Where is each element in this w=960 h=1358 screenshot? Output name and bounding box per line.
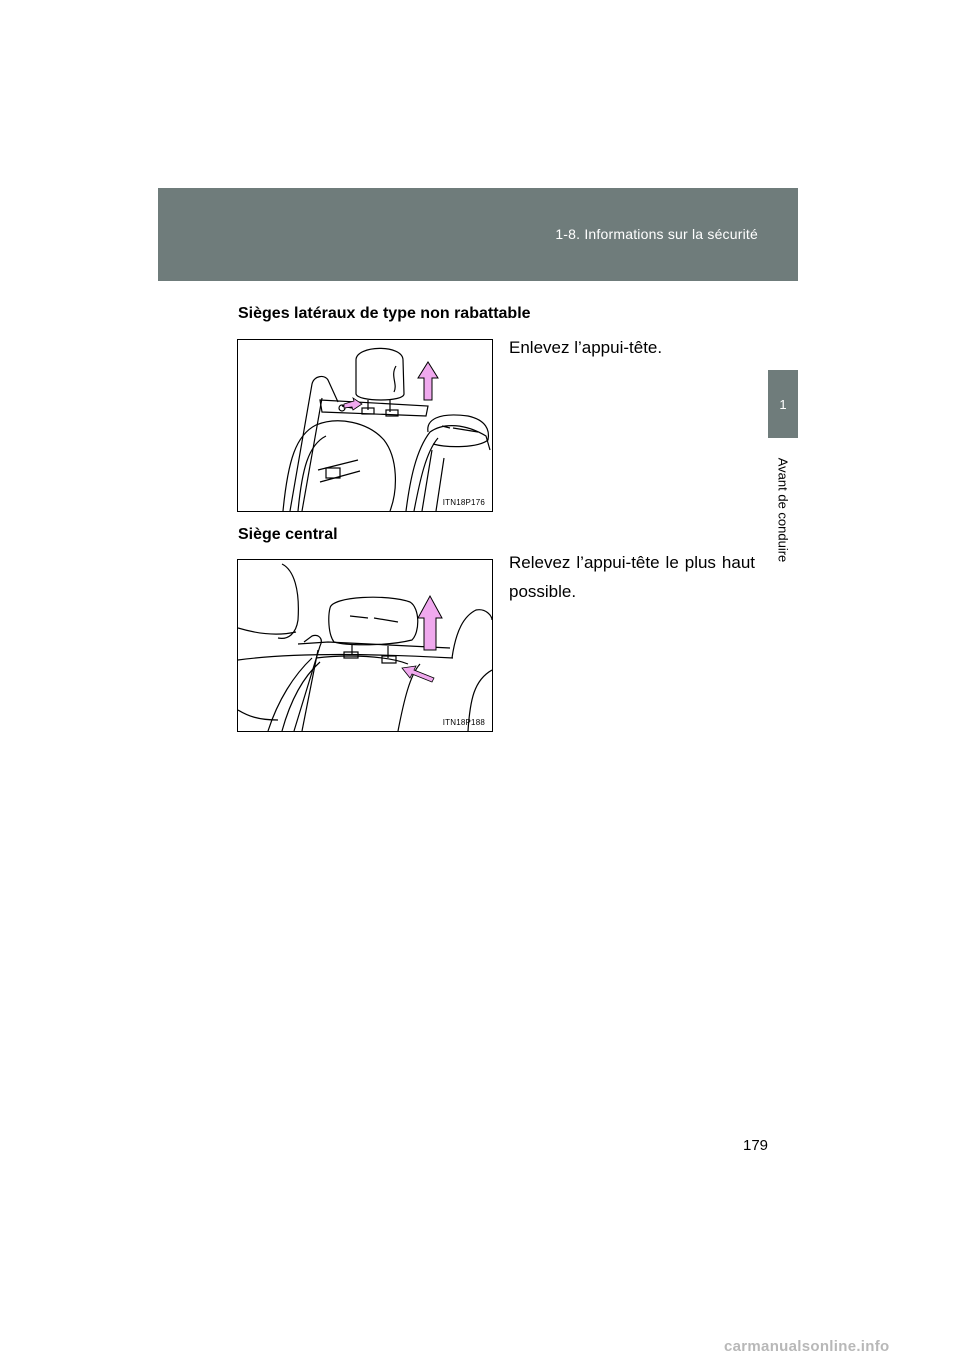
chapter-tab bbox=[768, 370, 798, 438]
up-arrow-icon bbox=[418, 596, 442, 650]
chapter-label: Avant de conduire bbox=[775, 457, 791, 563]
section-heading-side-seats: Sièges latéraux de type non rabattable bbox=[238, 305, 531, 322]
side-seat-illustration bbox=[238, 340, 492, 511]
chapter-number: 1 bbox=[779, 396, 787, 412]
push-arrow-icon bbox=[402, 666, 434, 682]
instruction-center-seat: Relevez l’appui-tête le plus haut possible. bbox=[509, 553, 755, 601]
center-seat-illustration bbox=[238, 560, 492, 731]
up-arrow-icon bbox=[418, 362, 438, 400]
section-title: 1-8. Informations sur la sécurité bbox=[555, 226, 758, 242]
figure-code: ITN18P188 bbox=[442, 718, 485, 727]
header-bar bbox=[158, 188, 798, 281]
section-heading-center-seat: Siège central bbox=[238, 526, 338, 543]
figure-center-seat-headrest bbox=[237, 559, 493, 732]
page-number: 179 bbox=[743, 1137, 769, 1154]
instruction-side-seats: Enlevez l’appui-tête. bbox=[509, 338, 663, 357]
figure-side-seat-headrest bbox=[237, 339, 493, 512]
push-arrow-icon bbox=[344, 398, 362, 410]
watermark: carmanualsonline.info bbox=[724, 1338, 890, 1355]
figure-code: ITN18P176 bbox=[442, 498, 485, 507]
